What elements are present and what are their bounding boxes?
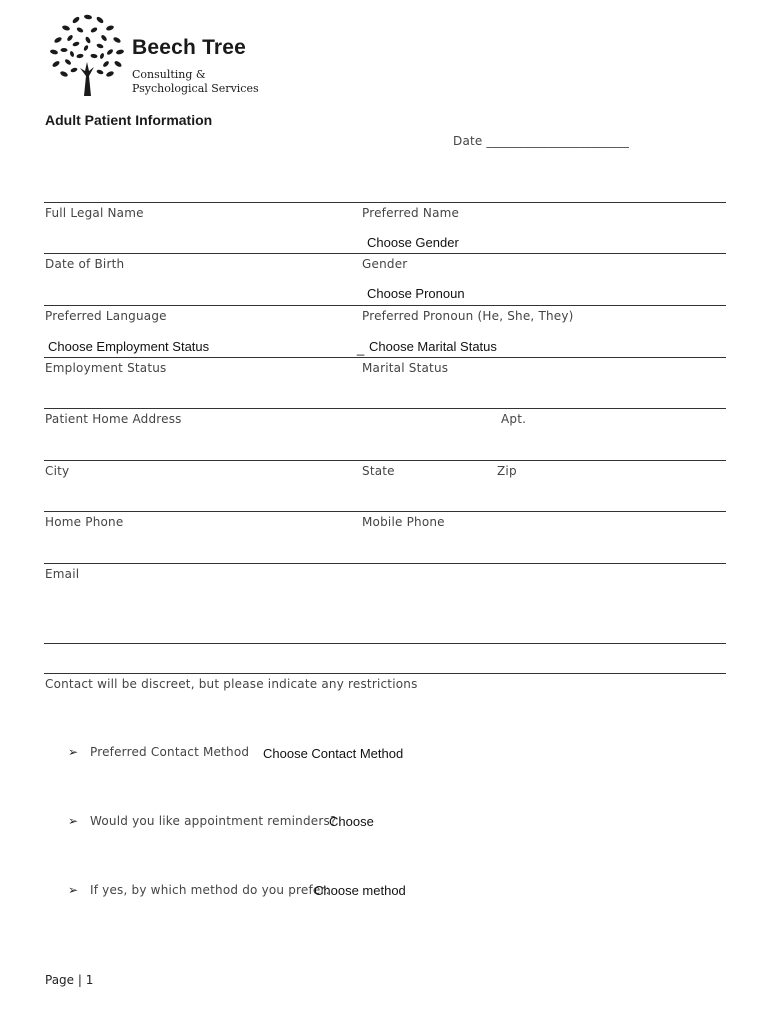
email-label: Email [45, 567, 80, 581]
gender-dropdown[interactable]: Choose Gender [367, 235, 459, 250]
marital-status-label: Marital Status [362, 361, 449, 375]
home-phone-label: Home Phone [45, 515, 124, 529]
divider [44, 253, 726, 254]
contact-method-dropdown[interactable]: Choose Contact Method [263, 746, 404, 761]
employment-status-label: Employment Status [45, 361, 167, 375]
preferred-name-label: Preferred Name [362, 206, 460, 220]
divider [44, 202, 726, 203]
page-number: Page | 1 [45, 973, 94, 987]
reminder-method-dropdown[interactable]: Choose method [314, 883, 406, 898]
divider [44, 563, 726, 564]
divider [44, 673, 726, 674]
divider [44, 511, 726, 512]
full-legal-name-label: Full Legal Name [45, 206, 144, 220]
contact-method-label: Preferred Contact Method [90, 745, 250, 759]
employment-status-dropdown[interactable]: Choose Employment Status [48, 339, 210, 354]
reminders-label: Would you like appointment reminders? [90, 814, 337, 828]
logo-name: Beech Tree [132, 36, 247, 59]
bullet-arrow-icon: ➢ [68, 814, 79, 828]
bullet-arrow-icon: ➢ [68, 745, 79, 759]
state-label: State [362, 464, 395, 478]
zip-label: Zip [497, 464, 517, 478]
logo [44, 10, 274, 100]
tree-icon [44, 10, 130, 96]
divider [44, 357, 726, 358]
preferred-pronoun-label: Preferred Pronoun (He, She, They) [362, 309, 574, 323]
preferred-language-label: Preferred Language [45, 309, 167, 323]
reminders-dropdown[interactable]: Choose [329, 814, 374, 829]
gender-label: Gender [362, 257, 408, 271]
date-of-birth-label: Date of Birth [45, 257, 125, 271]
apt-label: Apt. [501, 412, 527, 426]
marital-status-dropdown[interactable]: Choose Marital Status [369, 339, 497, 354]
marital-underscore: _ [357, 341, 365, 356]
divider [44, 460, 726, 461]
contact-note: Contact will be discreet, but please indicate any restrictions [45, 677, 418, 691]
divider [44, 408, 726, 409]
divider [44, 643, 726, 644]
logo-subtitle-line1: Consulting & [132, 68, 206, 81]
home-address-label: Patient Home Address [45, 412, 182, 426]
mobile-phone-label: Mobile Phone [362, 515, 445, 529]
pronoun-dropdown[interactable]: Choose Pronoun [367, 286, 465, 301]
city-label: City [45, 464, 70, 478]
divider [44, 305, 726, 306]
bullet-arrow-icon: ➢ [68, 883, 79, 897]
date-field[interactable]: Date _______________________ [453, 134, 630, 148]
form-title: Adult Patient Information [45, 112, 213, 128]
reminder-method-label: If yes, by which method do you prefer: [90, 883, 330, 897]
logo-subtitle-line2: Psychological Services [132, 82, 259, 95]
